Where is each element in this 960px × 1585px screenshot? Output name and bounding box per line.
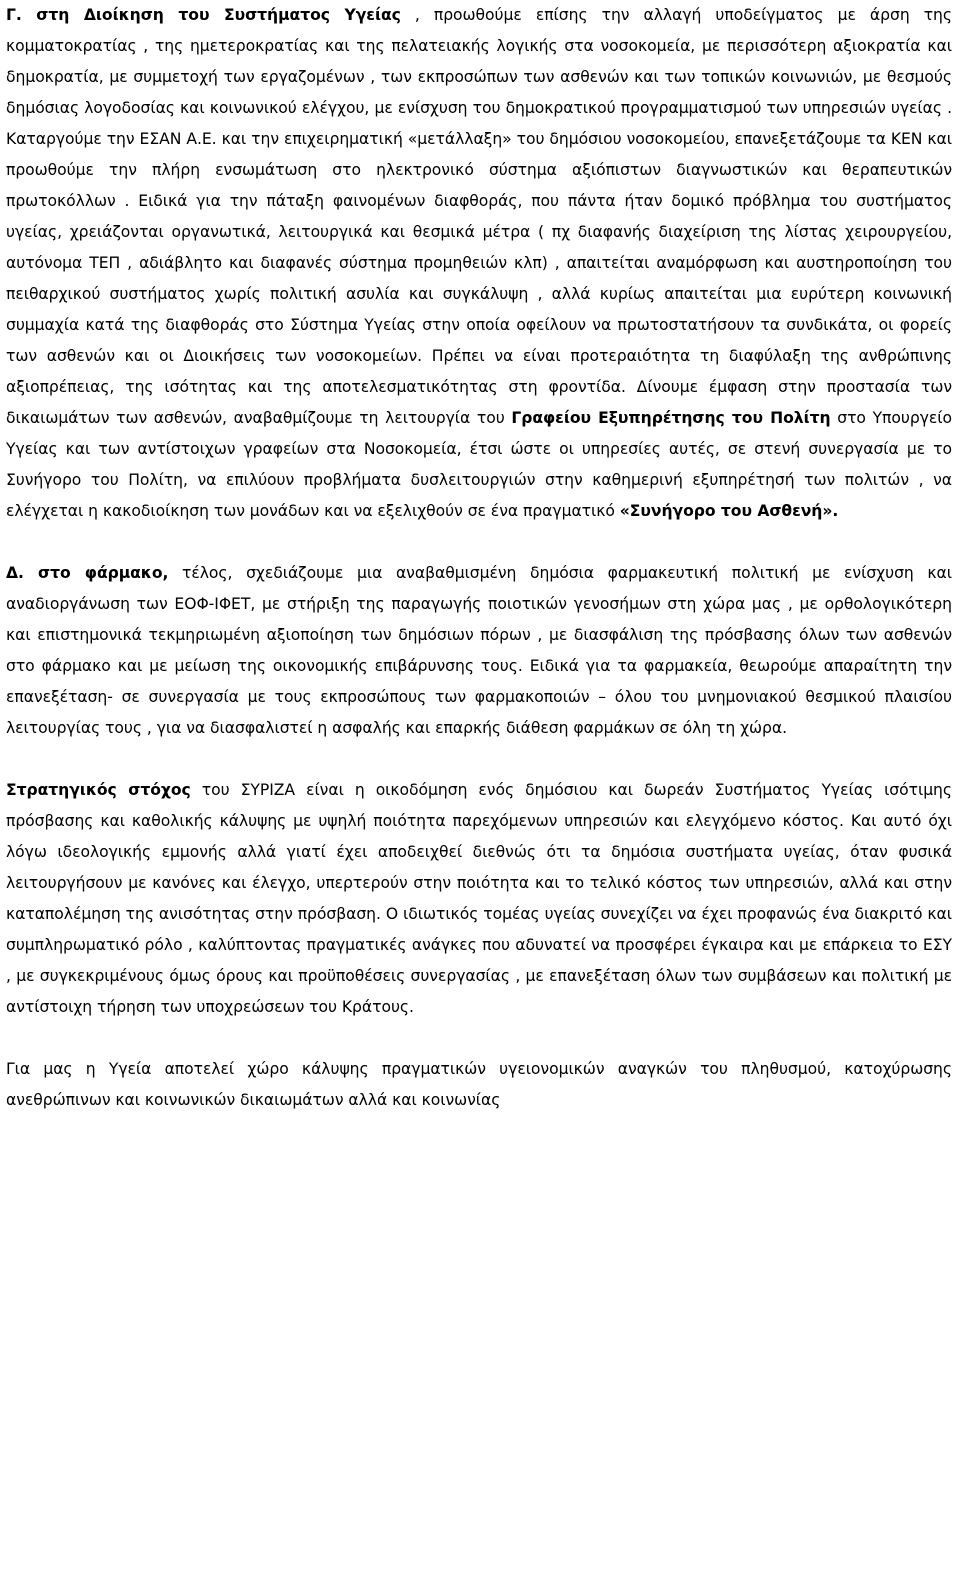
paragraph-text: του ΣΥΡΙΖΑ είναι η οικοδόμηση ενός δημόσιου και δωρεάν Συστήματος Υγείας ισότιμης πρόσβασης και καθολικής κάλυψης με υψηλή ποιότητα παρεχόμενων υπηρεσιών και ελεγχόμενο κόστος. Και αυτό όχι λόγω ιδεολογικής εμμονής αλλά γιατί έχει αποδειχθεί διεθνώς ότι τα δημόσια συστήματα υγείας, όταν φυσικά λειτουργήσουν με κανόνες και έλεγχο, υπερτερούν στην ποιότητα και το τελικό κόστος των υπηρεσιών, αλλά και στην καταπολέμηση της ανισότητας στην πρόσβαση. Ο ιδιωτικός τομέας υγείας συνεχίζει να έχει προφανώς ένα διακριτό και συμπληρωματικό ρόλο , καλύπτοντας πραγματικές ανάγκες που αδυνατεί να προσφέρει έγκαιρα και με επάρκεια το ΕΣΥ , με συγκεκριμένους όμως όρους και προϋποθέσεις συνεργασίας , με επανεξέταση όλων των συμβάσεων και πολιτική με αντίστοιχη τήρηση των υποχρεώσεων του Κράτους. xyxy=(6,781,952,1016)
paragraph-strategic-goal xyxy=(6,775,952,1023)
section-heading-pharmaceuticals: Δ. στο φάρμακο, xyxy=(6,564,169,582)
paragraph-text: Για μας η Υγεία αποτελεί χώρο κάλυψης πραγματικών υγειονομικών αναγκών του πληθυσμού, κατοχύρωσης ανεθρώπινων και κοινωνικών δικαιωμάτων αλλά και κοινωνίας xyxy=(6,1060,952,1109)
document-page xyxy=(6,0,952,1116)
paragraph-pharmaceuticals xyxy=(6,558,952,744)
paragraph-text: στο Υπουργείο Υγείας και των αντίστοιχων γραφείων στα Νοσοκομεία, έτσι ώστε οι υπηρεσίες αυτές, σε στενή συνεργασία με το Συνήγορο του Πολίτη, να επιλύουν προβλήματα δυσλειτουργιών στην καθημερινή εξυπηρέτησή των πολιτών , να ελέγχεται η κακοδιοίκηση των μονάδων και να εξελιχθούν σε ένα πραγματικό xyxy=(6,409,952,520)
paragraph-text: τέλος, σχεδιάζουμε μια αναβαθμισμένη δημόσια φαρμακευτική πολιτική με ενίσχυση και αναδιοργάνωση των ΕΟΦ-ΙΦΕΤ, με στήριξη της παραγωγής ποιοτικών γενοσήμων στη χώρα μας , με ορθολογικότερη και επιστημονικά τεκμηριωμένη αξιοποίηση των δημόσιων πόρων , με διασφάλιση της πρόσβασης όλων των ασθενών στο φάρμακο και με μείωση της οικονομικής επιβάρυνσης τους. Ειδικά για τα φαρμακεία, θεωρούμε απαραίτητη την επανεξέταση- σε συνεργασία με τους εκπροσώπους των φαρμακοποιών – όλου του μνημονιακού θεσμικού πλαισίου λειτουργίας τους , για να διασφαλιστεί η ασφαλής και επαρκής διάθεση φαρμάκων σε όλη τη χώρα. xyxy=(6,564,952,737)
bold-term-patient-ombudsman: «Συνήγορο του Ασθενή». xyxy=(619,502,839,520)
paragraph-health-system-governance xyxy=(6,0,952,527)
paragraph-health-as-public-good xyxy=(6,1054,952,1116)
section-heading-governance: Γ. στη Διοίκηση του Συστήματος Υγείας xyxy=(6,6,401,24)
bold-term-citizen-service-office: Γραφείου Εξυπηρέτησης του Πολίτη xyxy=(511,409,831,427)
paragraph-text: , προωθούμε επίσης την αλλαγή υποδείγματος με άρση της κομματοκρατίας , της ημετεροκρατίας και της πελατειακής λογικής στα νοσοκομεία, με περισσότερη αξιοκρατία και δημοκρατία, με συμμετοχή των εργαζομένων , των εκπροσώπων των ασθενών και των τοπικών κοινωνιών, με θεσμούς δημόσιας λογοδοσίας και κοινωνικού ελέγχου, με ενίσχυση του δημοκρατικού προγραμματισμού των υπηρεσιών υγείας . Καταργούμε την ΕΣΑΝ Α.Ε. και την επιχειρηματική «μετάλλαξη» του δημόσιου νοσοκομείου, επανεξετάζουμε τα ΚΕΝ και προωθούμε την πλήρη ενσωμάτωση στο ηλεκτρονικό σύστημα αξιόπιστων διαγνωστικών και θεραπευτικών πρωτοκόλλων . Ειδικά για την πάταξη φαινομένων διαφθοράς, που πάντα ήταν δομικό πρόβλημα του συστήματος υγείας, χρειάζονται οργανωτικά, λειτουργικά και θεσμικά μέτρα ( πχ διαφανής διαχείριση της λίστας χειρουργείου, αυτόνομα ΤΕΠ , αδιάβλητο και διαφανές σύστημα προμηθειών κλπ) , απαιτείται αναμόρφωση και αυστηροποίηση του πειθαρχικού συστήματος χωρίς πολιτική ασυλία και συγκάλυψη , αλλά κυρίως απαιτείται μια ευρύτερη κοινωνική συμμαχία κατά της διαφθοράς στο Σύστημα Υγείας στην οποία οφείλουν να πρωτοστατήσουν τα συνδικάτα, οι φορείς των ασθενών και οι Διοικήσεις των νοσοκομείων. Πρέπει να είναι προτεραιότητα τη διαφύλαξη της ανθρώπινης αξιοπρέπειας, της ισότητας και της αποτελεσματικότητας στη φροντίδα. Δίνουμε έμφαση στην προστασία των δικαιωμάτων των ασθενών, αναβαθμίζουμε τη λειτουργία του xyxy=(6,6,952,427)
section-heading-strategic-goal: Στρατηγικός στόχος xyxy=(6,781,191,799)
